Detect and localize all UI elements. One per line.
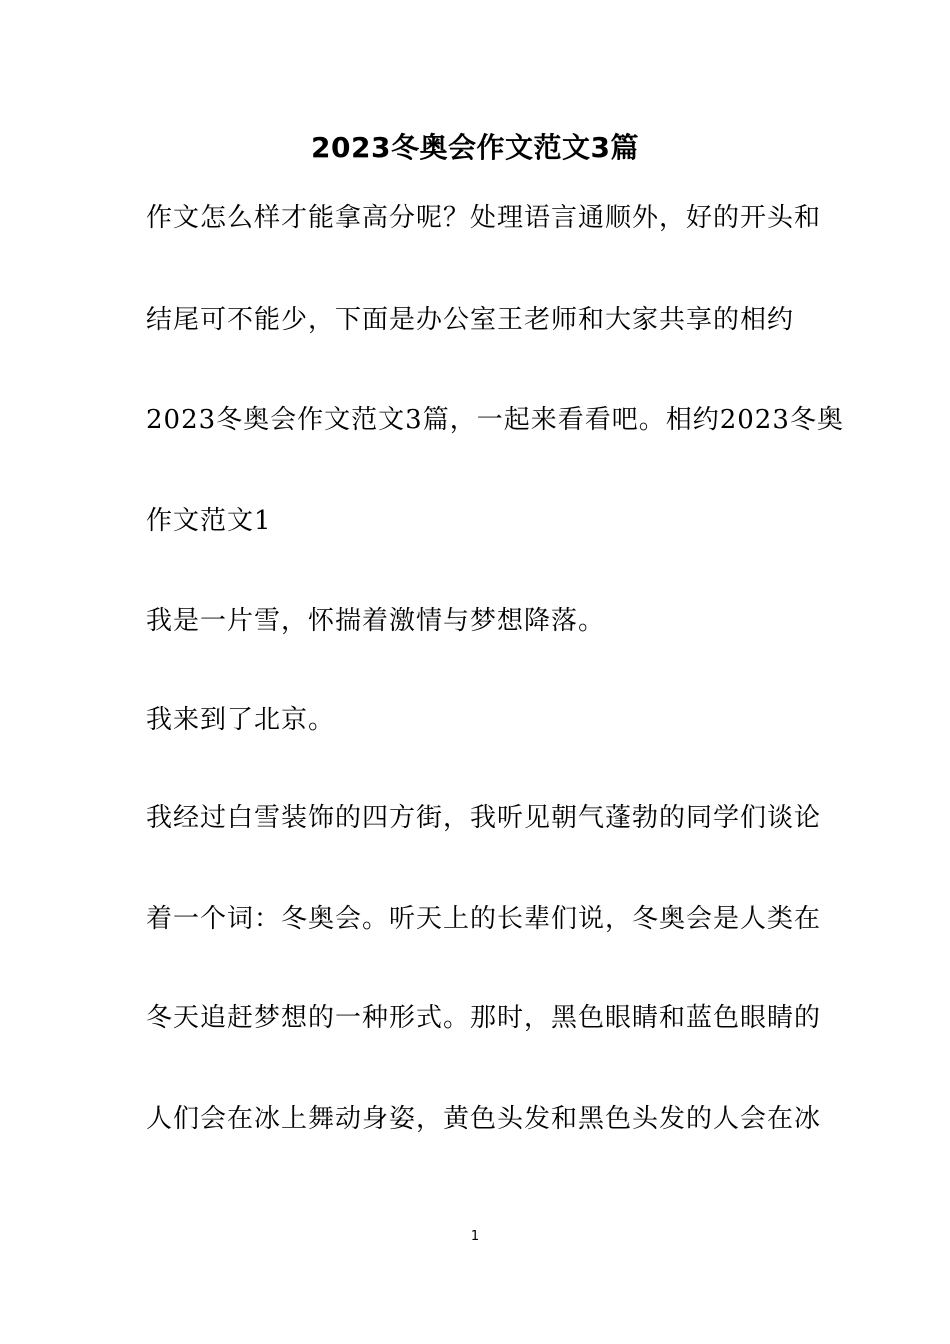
document-title: 2023冬奥会作文范文3篇 [311,131,639,164]
paragraph-line: 结尾可不能少，下面是办公室王老师和大家共享的相约 [146,305,795,335]
paragraph-line: 我来到了北京。 [146,705,336,735]
paragraph-line: 作文怎么样才能拿高分呢？处理语言通顺外，好的开头和 [146,203,822,233]
paragraph-line: 冬天追赶梦想的一种形式。那时，黑色眼睛和蓝色眼睛的 [146,1003,822,1033]
paragraph-line: 我是一片雪，怀揣着激情与梦想降落。 [146,606,606,636]
paragraph-line: 着一个词：冬奥会。听天上的长辈们说，冬奥会是人类在 [146,904,822,934]
page-number: 1 [470,1229,480,1244]
section-heading-line: 作文范文1 [146,506,272,536]
paragraph-line: 2023冬奥会作文范文3篇，一起来看看吧。相约2023冬奥 [146,405,844,435]
paragraph-line: 我经过白雪装饰的四方街，我听见朝气蓬勃的同学们谈论 [146,803,822,833]
paragraph-line: 人们会在冰上舞动身姿，黄色头发和黑色头发的人会在冰 [146,1104,822,1134]
